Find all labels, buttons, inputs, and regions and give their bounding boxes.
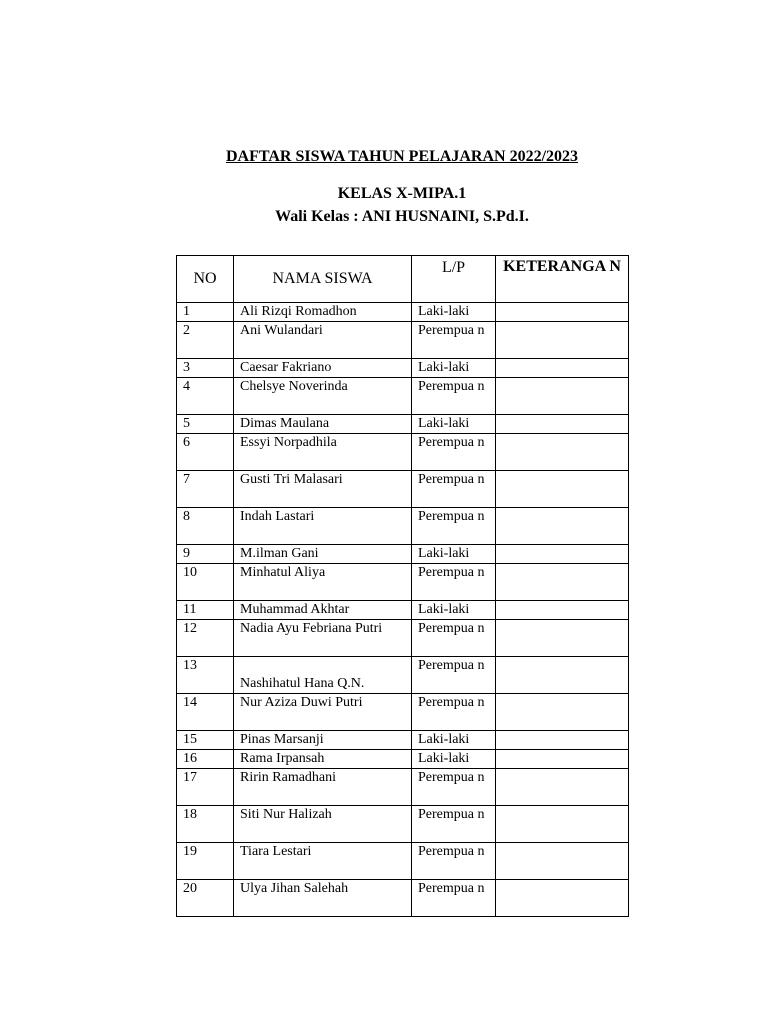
cell-keterangan bbox=[496, 750, 629, 769]
cell-keterangan bbox=[496, 415, 629, 434]
table-row bbox=[177, 843, 629, 880]
cell-no: 3 bbox=[177, 359, 234, 378]
cell-keterangan bbox=[496, 564, 629, 601]
cell-no: 19 bbox=[177, 843, 234, 880]
cell-keterangan bbox=[496, 843, 629, 880]
cell-lp: Laki-laki bbox=[412, 303, 496, 322]
cell-lp: Laki-laki bbox=[412, 359, 496, 378]
header-nama-siswa: NAMA SISWA bbox=[234, 256, 412, 303]
table-row bbox=[177, 415, 629, 434]
cell-keterangan bbox=[496, 806, 629, 843]
cell-no: 6 bbox=[177, 434, 234, 471]
cell-nama-siswa: Nashihatul Hana Q.N. bbox=[234, 657, 412, 694]
cell-no: 17 bbox=[177, 769, 234, 806]
cell-keterangan bbox=[496, 508, 629, 545]
table-row bbox=[177, 750, 629, 769]
cell-lp: Perempua n bbox=[412, 378, 496, 415]
table-row bbox=[177, 471, 629, 508]
cell-no: 15 bbox=[177, 731, 234, 750]
table-row bbox=[177, 769, 629, 806]
cell-lp: Perempua n bbox=[412, 694, 496, 731]
cell-nama-siswa: Chelsye Noverinda bbox=[234, 378, 412, 415]
cell-lp: Laki-laki bbox=[412, 415, 496, 434]
cell-nama-siswa: Ali Rizqi Romadhon bbox=[234, 303, 412, 322]
cell-nama-siswa: Caesar Fakriano bbox=[234, 359, 412, 378]
table-row bbox=[177, 731, 629, 750]
table-row bbox=[177, 303, 629, 322]
cell-nama-siswa: Nur Aziza Duwi Putri bbox=[234, 694, 412, 731]
cell-keterangan bbox=[496, 880, 629, 917]
cell-keterangan bbox=[496, 601, 629, 620]
cell-keterangan bbox=[496, 378, 629, 415]
table-row bbox=[177, 620, 629, 657]
cell-no: 13 bbox=[177, 657, 234, 694]
cell-no: 10 bbox=[177, 564, 234, 601]
cell-keterangan bbox=[496, 359, 629, 378]
cell-lp: Perempua n bbox=[412, 564, 496, 601]
cell-lp: Perempua n bbox=[412, 880, 496, 917]
cell-no: 9 bbox=[177, 545, 234, 564]
cell-lp: Laki-laki bbox=[412, 545, 496, 564]
cell-no: 20 bbox=[177, 880, 234, 917]
cell-lp: Laki-laki bbox=[412, 731, 496, 750]
cell-no: 12 bbox=[177, 620, 234, 657]
cell-nama-siswa: Pinas Marsanji bbox=[234, 731, 412, 750]
cell-nama-siswa: Ani Wulandari bbox=[234, 322, 412, 359]
cell-lp: Perempua n bbox=[412, 620, 496, 657]
cell-keterangan bbox=[496, 657, 629, 694]
cell-nama-siswa: Essyi Norpadhila bbox=[234, 434, 412, 471]
header-keterangan: KETERANGA N bbox=[496, 256, 629, 303]
cell-no: 11 bbox=[177, 601, 234, 620]
cell-lp: Perempua n bbox=[412, 769, 496, 806]
cell-nama-siswa: Siti Nur Halizah bbox=[234, 806, 412, 843]
cell-nama-siswa: M.ilman Gani bbox=[234, 545, 412, 564]
student-table bbox=[176, 255, 629, 917]
cell-lp: Perempua n bbox=[412, 434, 496, 471]
class-name: KELAS X-MIPA.1 bbox=[337, 185, 467, 202]
cell-nama-siswa: Muhammad Akhtar bbox=[234, 601, 412, 620]
cell-keterangan bbox=[496, 471, 629, 508]
cell-nama-siswa: Gusti Tri Malasari bbox=[234, 471, 412, 508]
cell-nama-siswa: Indah Lastari bbox=[234, 508, 412, 545]
document-title: DAFTAR SISWA TAHUN PELAJARAN 2022/2023 bbox=[225, 148, 579, 165]
table-row bbox=[177, 880, 629, 917]
cell-no: 5 bbox=[177, 415, 234, 434]
cell-keterangan bbox=[496, 303, 629, 322]
cell-keterangan bbox=[496, 769, 629, 806]
table-row bbox=[177, 378, 629, 415]
table-row bbox=[177, 508, 629, 545]
table-row bbox=[177, 359, 629, 378]
cell-nama-siswa: Dimas Maulana bbox=[234, 415, 412, 434]
header-no: NO bbox=[177, 256, 234, 303]
cell-lp: Laki-laki bbox=[412, 750, 496, 769]
cell-keterangan bbox=[496, 620, 629, 657]
table-row bbox=[177, 322, 629, 359]
cell-keterangan bbox=[496, 731, 629, 750]
cell-lp: Perempua n bbox=[412, 657, 496, 694]
cell-nama-siswa: Ulya Jihan Salehah bbox=[234, 880, 412, 917]
cell-no: 4 bbox=[177, 378, 234, 415]
cell-keterangan bbox=[496, 322, 629, 359]
cell-no: 7 bbox=[177, 471, 234, 508]
cell-no: 14 bbox=[177, 694, 234, 731]
cell-nama-siswa: Minhatul Aliya bbox=[234, 564, 412, 601]
table-body bbox=[177, 303, 629, 917]
table-row bbox=[177, 806, 629, 843]
cell-keterangan bbox=[496, 545, 629, 564]
cell-lp: Perempua n bbox=[412, 508, 496, 545]
table-row bbox=[177, 694, 629, 731]
cell-no: 16 bbox=[177, 750, 234, 769]
cell-lp: Perempua n bbox=[412, 806, 496, 843]
cell-lp: Perempua n bbox=[412, 471, 496, 508]
table-row bbox=[177, 545, 629, 564]
cell-no: 8 bbox=[177, 508, 234, 545]
cell-no: 18 bbox=[177, 806, 234, 843]
header-lp: L/P bbox=[412, 256, 496, 303]
cell-lp: Perempua n bbox=[412, 843, 496, 880]
cell-no: 2 bbox=[177, 322, 234, 359]
cell-lp: Perempua n bbox=[412, 322, 496, 359]
cell-nama-siswa: Ririn Ramadhani bbox=[234, 769, 412, 806]
cell-no: 1 bbox=[177, 303, 234, 322]
table-header-row bbox=[177, 256, 629, 303]
cell-nama-siswa: Nadia Ayu Febriana Putri bbox=[234, 620, 412, 657]
cell-nama-siswa: Rama Irpansah bbox=[234, 750, 412, 769]
cell-keterangan bbox=[496, 694, 629, 731]
cell-nama-siswa: Tiara Lestari bbox=[234, 843, 412, 880]
cell-keterangan bbox=[496, 434, 629, 471]
cell-lp: Laki-laki bbox=[412, 601, 496, 620]
table-row bbox=[177, 564, 629, 601]
table-row bbox=[177, 601, 629, 620]
table-row bbox=[177, 434, 629, 471]
table-row bbox=[177, 657, 629, 694]
homeroom-teacher: Wali Kelas : ANI HUSNAINI, S.Pd.I. bbox=[275, 208, 529, 225]
